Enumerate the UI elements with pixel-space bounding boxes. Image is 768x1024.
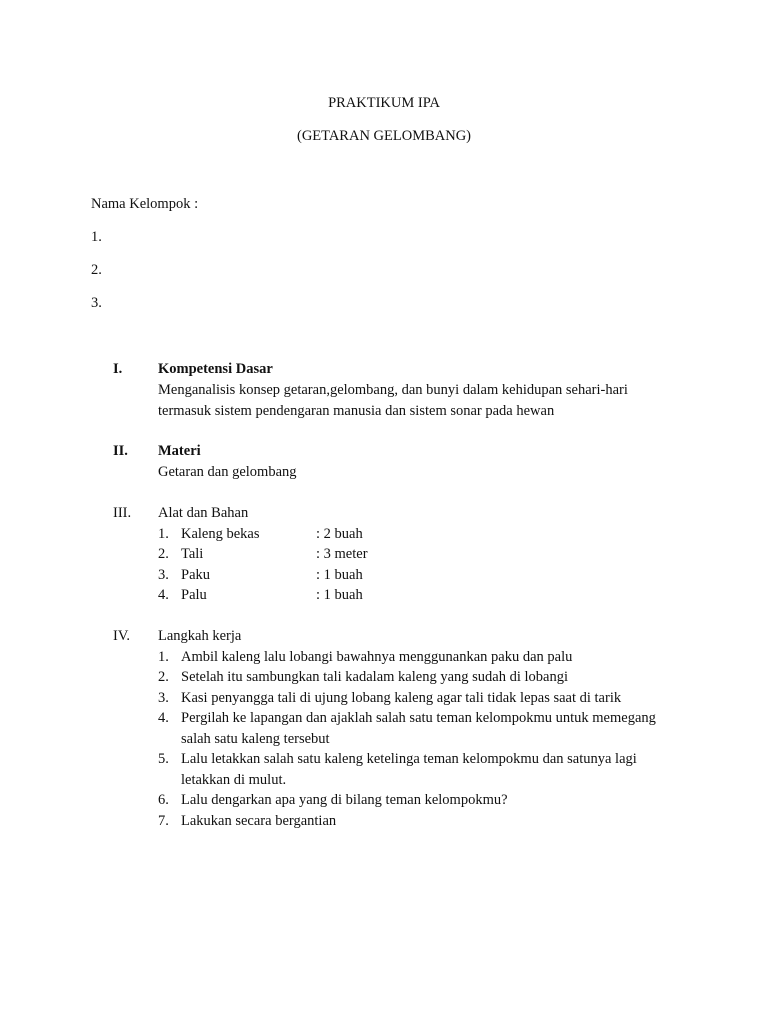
material-item-2-qty: : 3 meter	[316, 546, 368, 562]
section-4-heading: Langkah kerja	[158, 628, 242, 644]
section-1-numeral: I.	[113, 361, 123, 377]
step-2-text: Setelah itu sambungkan tali kadalam kaleng yang sudah di lobangi	[181, 669, 568, 685]
step-4-text-line-1: Pergilah ke lapangan dan ajaklah salah satu teman kelompokmu untuk memegang	[181, 710, 656, 726]
section-2-text: Getaran dan gelombang	[158, 464, 297, 480]
material-item-2-number: 2.	[158, 546, 169, 562]
step-7-number: 7.	[158, 813, 169, 829]
step-6-number: 6.	[158, 792, 169, 808]
step-5-text-line-1: Lalu letakkan salah satu kaleng ketelinga teman kelompokmu dan satunya lagi	[181, 751, 637, 767]
section-2-heading: Materi	[158, 443, 201, 459]
step-2-number: 2.	[158, 669, 169, 685]
material-item-2-name: Tali	[181, 546, 204, 562]
step-4-text-line-2: salah satu kaleng tersebut	[181, 731, 330, 747]
page-subtitle: (GETARAN GELOMBANG)	[296, 128, 472, 144]
section-3-heading: Alat dan Bahan	[158, 505, 249, 521]
material-item-3-name: Paku	[181, 567, 210, 583]
material-item-3-qty: : 1 buah	[316, 567, 363, 583]
material-item-4-number: 4.	[158, 587, 169, 603]
page-title: PRAKTIKUM IPA	[328, 95, 440, 111]
step-7-text: Lakukan secara bergantian	[181, 813, 337, 829]
material-item-1-qty: : 2 buah	[316, 526, 363, 542]
step-1-text: Ambil kaleng lalu lobangi bawahnya menggunankan paku dan palu	[181, 649, 573, 665]
section-3-numeral: III.	[113, 505, 132, 521]
group-member-3: 3.	[91, 295, 102, 311]
step-5-number: 5.	[158, 751, 169, 767]
step-1-number: 1.	[158, 649, 169, 665]
step-3-text: Kasi penyangga tali di ujung lobang kaleng agar tali tidak lepas saat di tarik	[181, 690, 622, 706]
group-member-1: 1.	[91, 229, 102, 245]
material-item-1-name: Kaleng bekas	[181, 526, 260, 542]
step-4-number: 4.	[158, 710, 169, 726]
section-1-heading: Kompetensi Dasar	[158, 361, 273, 377]
material-item-4-name: Palu	[181, 587, 207, 603]
step-5-text-line-2: letakkan di mulut.	[181, 772, 287, 788]
material-item-4-qty: : 1 buah	[316, 587, 363, 603]
section-4-numeral: IV.	[113, 628, 131, 644]
material-item-1-number: 1.	[158, 526, 169, 542]
material-item-3-number: 3.	[158, 567, 169, 583]
step-3-number: 3.	[158, 690, 169, 706]
group-member-2: 2.	[91, 262, 102, 278]
section-1-line-1: Menganalisis konsep getaran,gelombang, dan bunyi dalam kehidupan sehari-hari	[158, 382, 628, 398]
section-1-line-2: termasuk sistem pendengaran manusia dan sistem sonar pada hewan	[158, 403, 555, 419]
step-6-text: Lalu dengarkan apa yang di bilang teman kelompokmu?	[181, 792, 508, 808]
section-2-numeral: II.	[113, 443, 128, 459]
group-label: Nama Kelompok :	[91, 196, 199, 212]
